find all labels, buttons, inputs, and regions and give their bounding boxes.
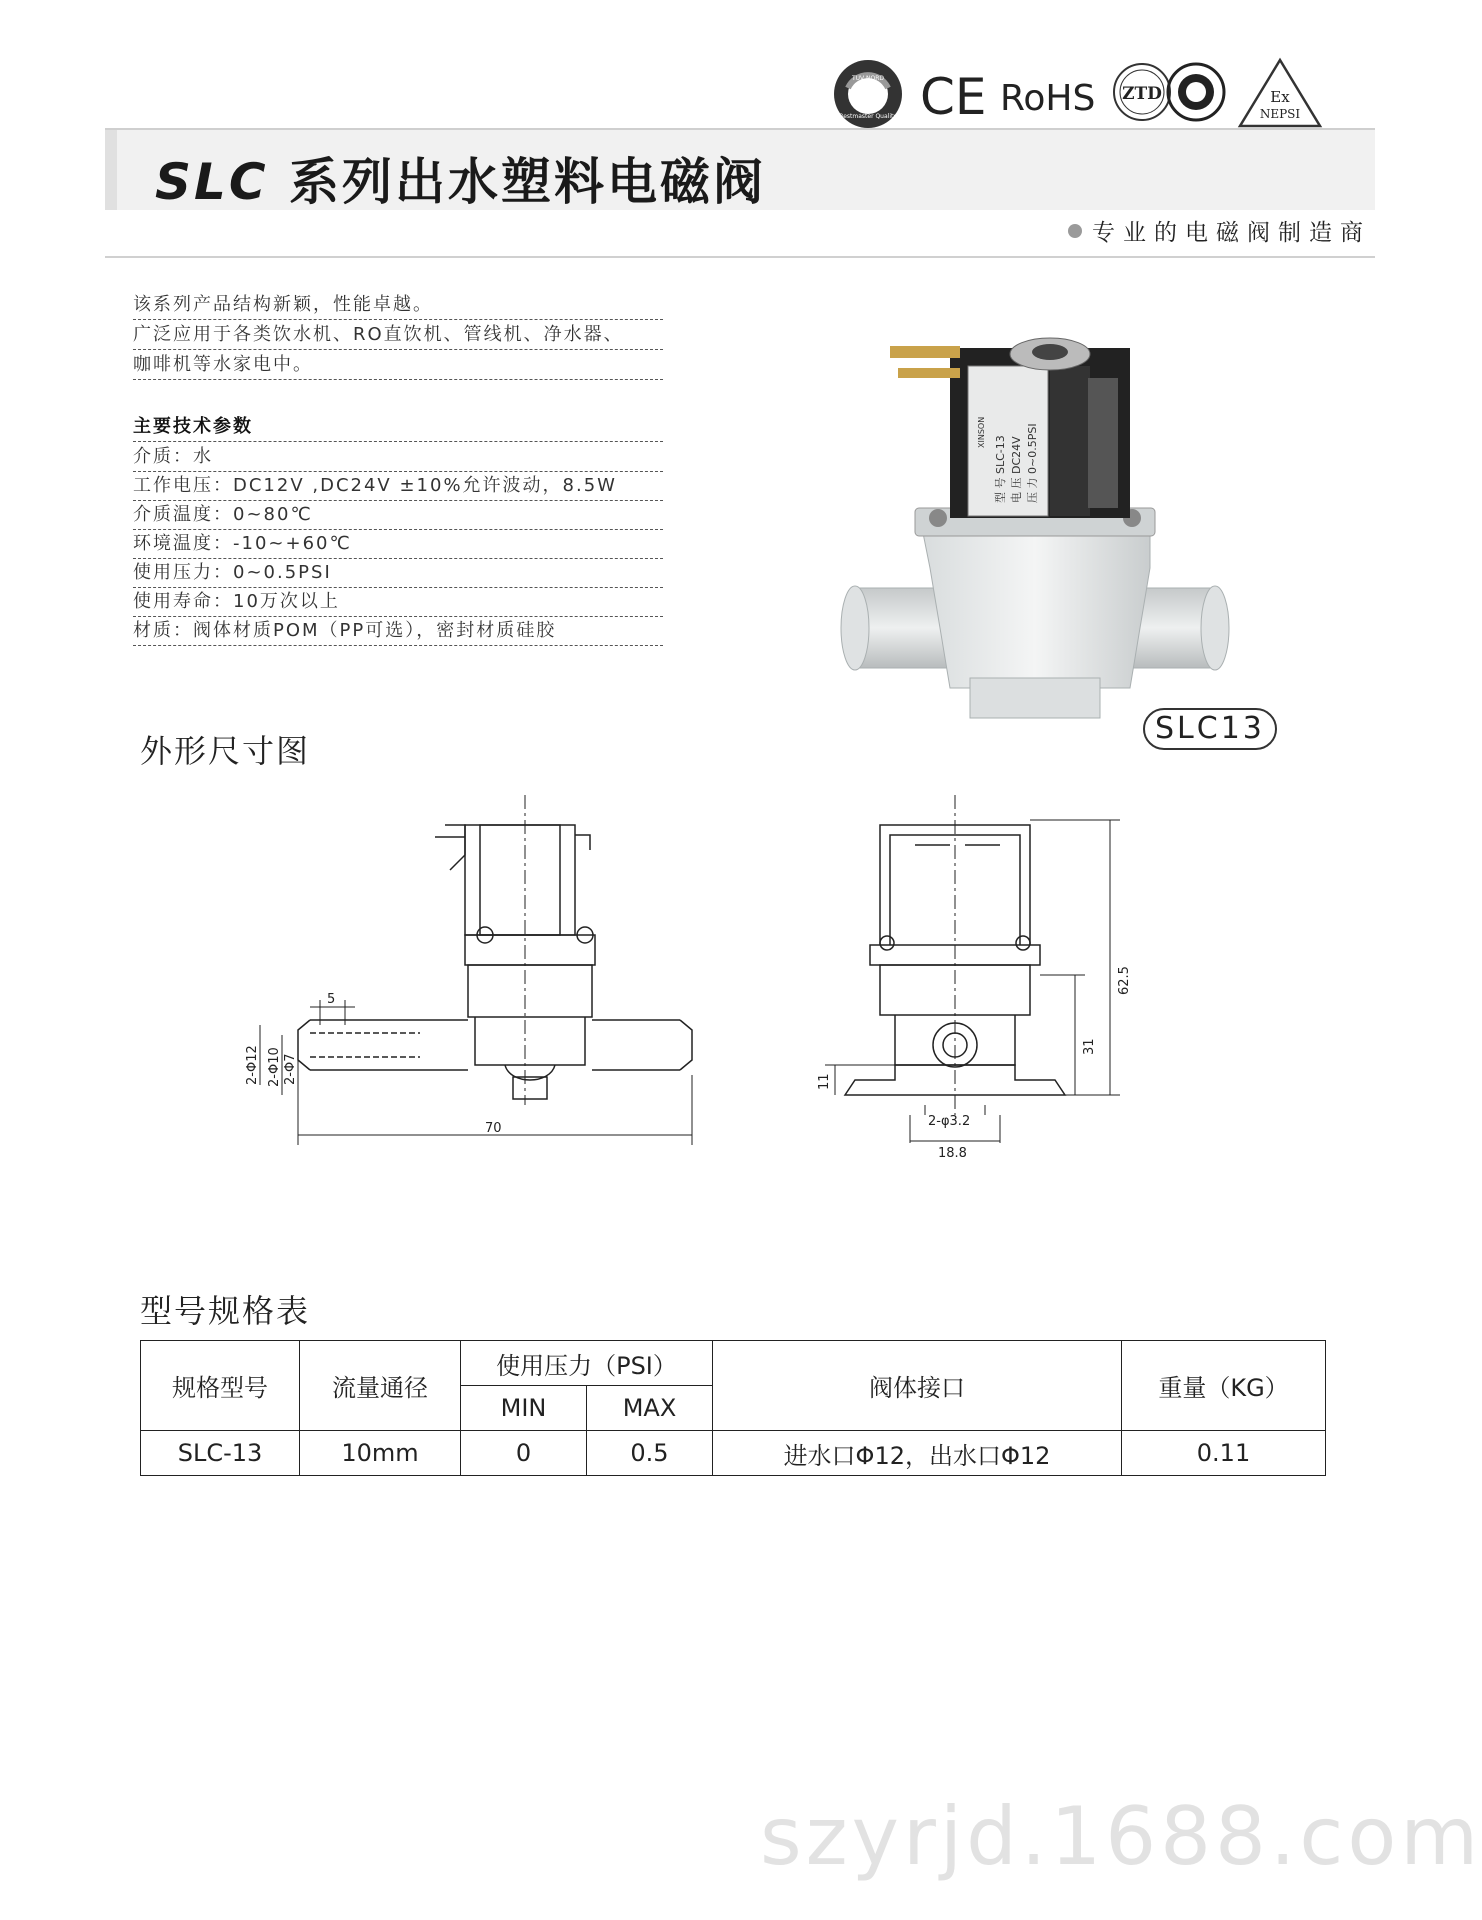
- slogan-text: 专业的电磁阀制造商: [1092, 220, 1371, 246]
- dim-11: 11: [817, 1073, 832, 1090]
- params-title: 主要技术参数: [133, 412, 663, 442]
- dim-62-5: 62.5: [1117, 966, 1132, 995]
- param-line: 工作电压：DC12V ,DC24V ±10%允许波动，8.5W: [133, 471, 663, 501]
- param-line: 环境温度：-10~+60℃: [133, 529, 663, 559]
- spec-table-title: 型号规格表: [140, 1292, 311, 1330]
- param-line: 使用寿命：10万次以上: [133, 587, 663, 617]
- dimension-drawings: [245, 795, 1200, 1175]
- dim-70: 70: [485, 1121, 502, 1136]
- dim-d10: 2-Φ10: [267, 1047, 282, 1087]
- table-row: [141, 1431, 1326, 1476]
- coil-voltage: 电 压 DC24V: [1010, 436, 1023, 503]
- tuv-nord-logo: [834, 60, 902, 128]
- tuv-top-text: TUV NORD: [851, 75, 885, 82]
- ex-line1: Ex: [1270, 88, 1290, 106]
- coil-brand: XINSON: [977, 416, 986, 448]
- ex-line2: NEPSI: [1259, 107, 1301, 121]
- header-weight: 重量（KG）: [1122, 1341, 1326, 1431]
- coil-model: 型 号 SLC-13: [994, 435, 1007, 503]
- header-port: 阀体接口: [713, 1341, 1122, 1431]
- dim-d3-2: 2-φ3.2: [928, 1114, 971, 1129]
- title-series: SLC: [155, 153, 269, 211]
- cell-model: SLC-13: [141, 1431, 300, 1476]
- dim-5: 5: [327, 992, 336, 1007]
- header-min: MIN: [461, 1386, 587, 1431]
- dim-d12: 2-Φ12: [245, 1045, 260, 1085]
- param-line: 使用压力：0~0.5PSI: [133, 558, 663, 588]
- side-view-drawing: [260, 795, 692, 1145]
- rohs-mark: RoHS: [1000, 78, 1096, 119]
- coil-pressure: 压 力 0~0.5PSI: [1026, 423, 1039, 503]
- cell-max: 0.5: [587, 1431, 713, 1476]
- cell-min: 0: [461, 1431, 587, 1476]
- product-label: SLC13: [1143, 708, 1277, 750]
- front-view-drawing: [825, 795, 1120, 1143]
- dim-d7: 2-Φ7: [283, 1053, 298, 1085]
- watermark: szyrjd.1688.com: [760, 1790, 1482, 1883]
- header-max: MAX: [587, 1386, 713, 1431]
- ex-nepsi-logo: [1240, 60, 1320, 126]
- description-line: 该系列产品结构新颖，性能卓越。: [133, 290, 663, 320]
- dimension-title: 外形尺寸图: [140, 732, 311, 770]
- page-title: [155, 142, 766, 214]
- certification-seal-icon: [1168, 64, 1224, 120]
- certification-logos: [820, 52, 1340, 138]
- cell-bore: 10mm: [300, 1431, 461, 1476]
- cell-port: 进水口Φ12，出水口Φ12: [713, 1431, 1122, 1476]
- ztd-mark: ZTD: [1122, 84, 1162, 104]
- spec-table: [140, 1340, 1326, 1476]
- header-divider: [105, 256, 1375, 258]
- description-line: 广泛应用于各类饮水机、RO直饮机、管线机、净水器、: [133, 320, 663, 350]
- dim-31: 31: [1082, 1038, 1097, 1055]
- header-bore: 流量通径: [300, 1341, 461, 1431]
- description-line: 咖啡机等水家电中。: [133, 350, 663, 380]
- dim-18-8: 18.8: [938, 1146, 967, 1161]
- header-pressure: 使用压力（PSI）: [461, 1341, 713, 1386]
- cell-weight: 0.11: [1122, 1431, 1326, 1476]
- header-model: 规格型号: [141, 1341, 300, 1431]
- param-line: 介质：水: [133, 442, 663, 472]
- bullet-dot-icon: [1068, 224, 1082, 238]
- slogan: [1068, 214, 1371, 247]
- title-rest: 系列出水塑料电磁阀: [268, 153, 766, 211]
- ce-mark: CE: [920, 68, 987, 126]
- tuv-bottom-text: Bestmaster Quality: [839, 113, 897, 120]
- param-line: 介质温度：0~80℃: [133, 500, 663, 530]
- param-line: 材质：阀体材质POM（PP可选），密封材质硅胶: [133, 616, 663, 646]
- product-photo: [820, 318, 1260, 738]
